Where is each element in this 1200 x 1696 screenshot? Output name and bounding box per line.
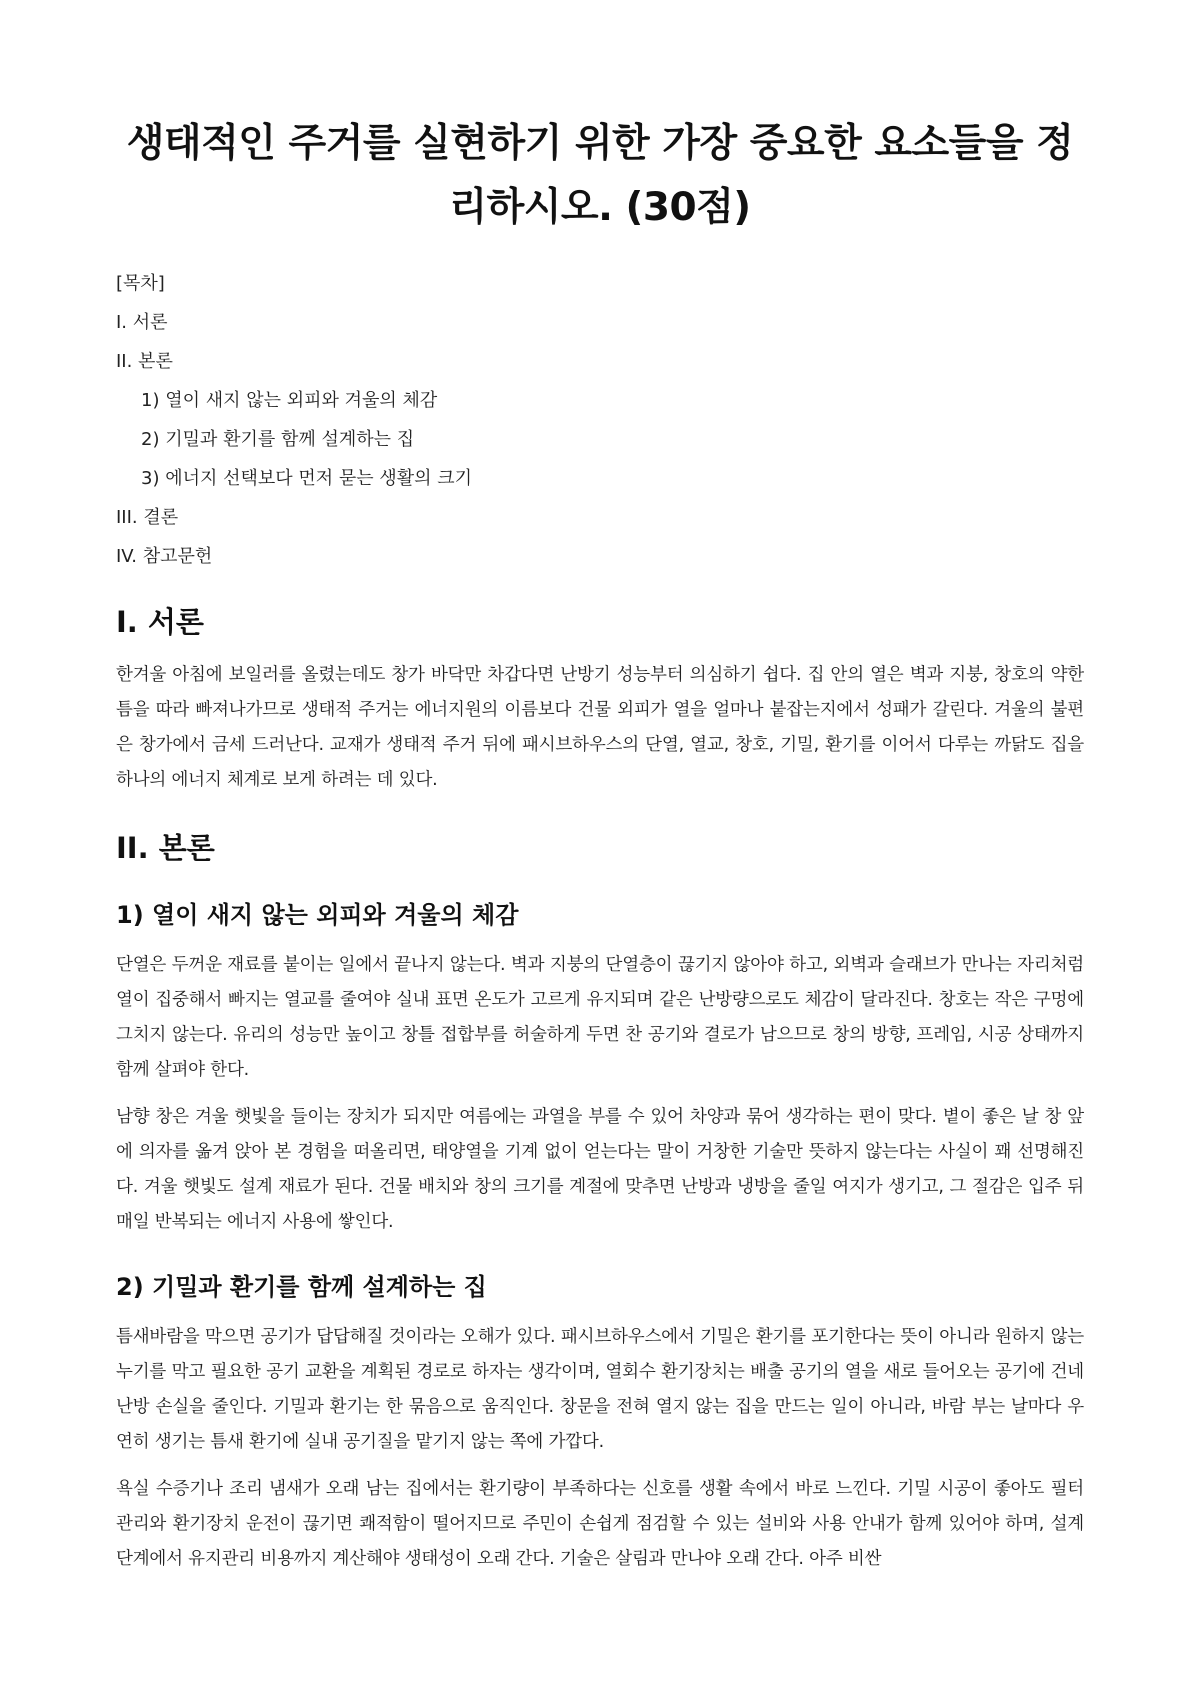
toc-heading: [목차] (116, 273, 165, 294)
paragraph: 남향 창은 겨울 햇빛을 들이는 장치가 되지만 여름에는 과열을 부를 수 있어 차양과 묶어 생각하는 편이 맞다. 볕이 좋은 날 창 앞에 의자를 옮겨 앉아 본 경험을 떠올리면, 태양열을 기계 없이 얻는다는 말이 거창한 기술만 뜻하지 않는다는 사실이 꽤 선명해진다. 겨울 햇빛도 설계 재료가 된다. 건물 배치와 창의 크기를 계절에 맞추면 난방과 냉방을 줄일 여지가 생기고, 그 절감은 입주 뒤 매일 반복되는 에너지 사용에 쌓인다. (116, 1107, 1084, 1232)
paragraph: 단열은 두꺼운 재료를 붙이는 일에서 끝나지 않는다. 벽과 지붕의 단열층이 끊기지 않아야 하고, 외벽과 슬래브가 만나는 자리처럼 열이 집중해서 빠지는 열교를 줄여야 실내 표면 온도가 고르게 유지되며 같은 난방량으로도 체감이 달라진다. 창호는 작은 구멍에 그치지 않는다. 유리의 성능만 높이고 창틀 접합부를 허술하게 두면 찬 공기와 결로가 남으므로 창의 방향, 프레임, 시공 상태까지 함께 살펴야 한다. (116, 955, 1084, 1080)
document-title: 생태적인 주거를 실현하기 위한 가장 중요한 요소들을 정리하시오. (30점) (126, 121, 1074, 230)
toc-item-body-1: 1) 열이 새지 않는 외피와 겨울의 체감 (141, 390, 438, 411)
toc-item-body-2: 2) 기밀과 환기를 함께 설계하는 집 (141, 429, 415, 450)
subsection-heading: 2) 기밀과 환기를 함께 설계하는 집 (116, 1273, 487, 1301)
subsection-heading: 1) 열이 새지 않는 외피와 겨울의 체감 (116, 901, 519, 929)
toc-item-body-3: 3) 에너지 선택보다 먼저 묻는 생활의 크기 (141, 468, 473, 489)
subsection-airtightness (116, 1270, 1084, 1577)
toc-item-intro: I. 서론 (116, 312, 168, 333)
toc-item-body: II. 본론 (116, 351, 173, 372)
section-introduction (116, 602, 1084, 798)
section-body (116, 828, 1084, 1577)
section-heading: II. 본론 (116, 831, 215, 865)
toc-item-conclusion: III. 결론 (116, 507, 179, 528)
paragraph: 틈새바람을 막으면 공기가 답답해질 것이라는 오해가 있다. 패시브하우스에서 기밀은 환기를 포기한다는 뜻이 아니라 원하지 않는 누기를 막고 필요한 공기 교환을 계획된 경로로 하자는 생각이며, 열회수 환기장치는 배출 공기의 열을 새로 들어오는 공기에 건네 난방 손실을 줄인다. 기밀과 환기는 한 묶음으로 움직인다. 창문을 전혀 열지 않는 집을 만드는 일이 아니라, 바람 부는 날마다 우연히 생기는 틈새 환기에 실내 공기질을 맡기지 않는 쪽에 가깝다. (116, 1327, 1084, 1452)
toc-item-references: IV. 참고문헌 (116, 546, 213, 567)
subsection-envelope (116, 898, 1084, 1240)
section-heading: I. 서론 (116, 605, 204, 639)
table-of-contents (116, 264, 1084, 576)
paragraph: 한겨울 아침에 보일러를 올렸는데도 창가 바닥만 차갑다면 난방기 성능부터 의심하기 쉽다. 집 안의 열은 벽과 지붕, 창호의 약한 틈을 따라 빠져나가므로 생태적 주거는 에너지원의 이름보다 건물 외피가 열을 얼마나 붙잡는지에서 성패가 갈린다. 겨울의 불편은 창가에서 금세 드러난다. 교재가 생태적 주거 뒤에 패시브하우스의 단열, 열교, 창호, 기밀, 환기를 이어서 다루는 까닭도 집을 하나의 에너지 체계로 보게 하려는 데 있다. (116, 665, 1084, 790)
paragraph: 욕실 수증기나 조리 냄새가 오래 남는 집에서는 환기량이 부족하다는 신호를 생활 속에서 바로 느낀다. 기밀 시공이 좋아도 필터 관리와 환기장치 운전이 끊기면 쾌적함이 떨어지므로 주민이 손쉽게 점검할 수 있는 설비와 사용 안내가 함께 있어야 하며, 설계 단계에서 유지관리 비용까지 계산해야 생태성이 오래 간다. 기술은 살림과 만나야 오래 간다. 아주 비싼 (116, 1479, 1084, 1569)
